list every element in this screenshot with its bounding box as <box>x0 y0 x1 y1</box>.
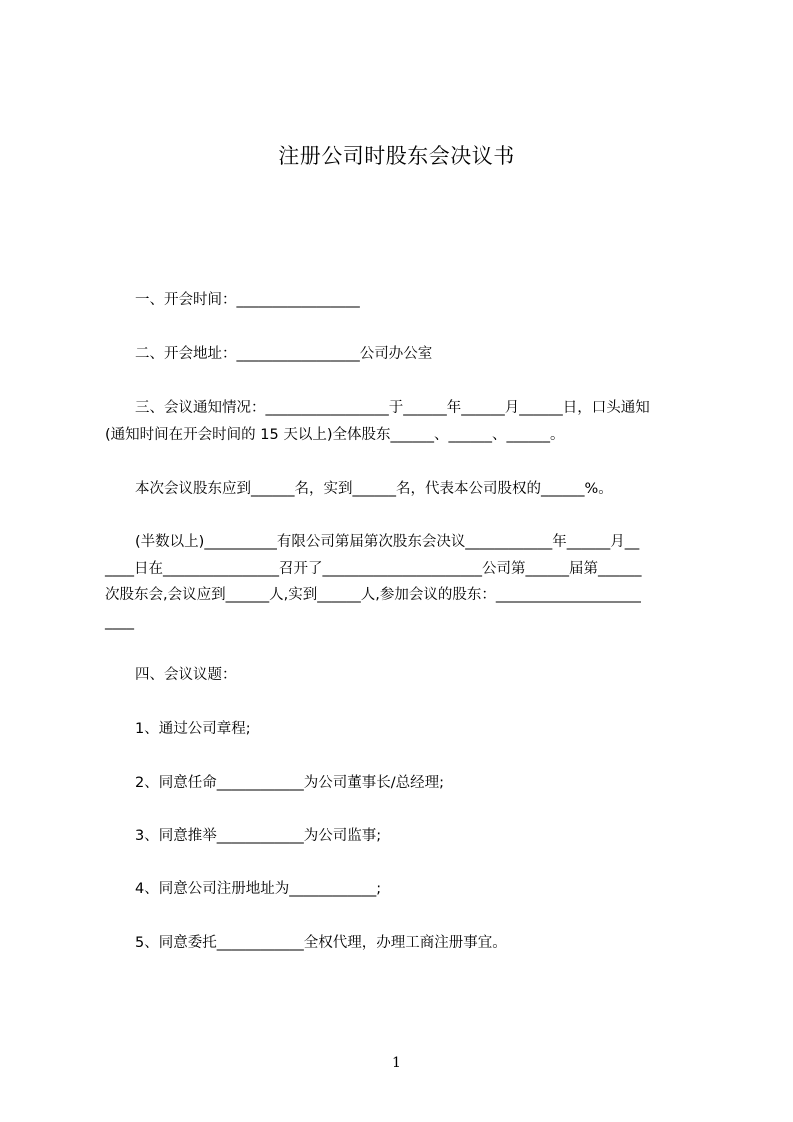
notice-line-2: (通知时间在开会时间的 15 天以上)全体股东______、______、______。 <box>105 427 565 443</box>
document-title: 注册公司时股东会决议书 <box>278 144 515 168</box>
resolution-line-1: (半数以上)__________有限公司第届第次股东会决议____________年______月__ <box>135 534 640 550</box>
resolution-line-4: ____ <box>105 614 134 630</box>
meeting-time-line: 一、开会时间：_________________ <box>135 292 360 308</box>
agenda-heading: 四、会议议题： <box>135 667 237 683</box>
resolution-line-2: ____日在________________召开了______________________公司第______届第______ <box>105 561 642 577</box>
agenda-item-2: 2、同意任命____________为公司董事长/总经理; <box>135 775 444 791</box>
agenda-item-4: 4、同意公司注册地址为____________; <box>135 881 382 897</box>
meeting-address-line: 二、开会地址：_________________公司办公室 <box>135 346 433 362</box>
agenda-item-3: 3、同意推举____________为公司监事; <box>135 828 382 844</box>
page-number: 1 <box>392 1055 401 1071</box>
agenda-item-5: 5、同意委托____________全权代理，办理工商注册事宜。 <box>135 935 507 951</box>
resolution-line-3: 次股东会,会议应到______人,实到______人,参加会议的股东：____________________ <box>105 587 641 603</box>
agenda-item-1: 1、通过公司章程; <box>135 721 251 737</box>
attendance-line: 本次会议股东应到______名，实到______名，代表本公司股权的______%。 <box>135 481 613 497</box>
notice-line-1: 三、会议通知情况：_________________于______年______月______日，口头通知 <box>135 400 650 416</box>
